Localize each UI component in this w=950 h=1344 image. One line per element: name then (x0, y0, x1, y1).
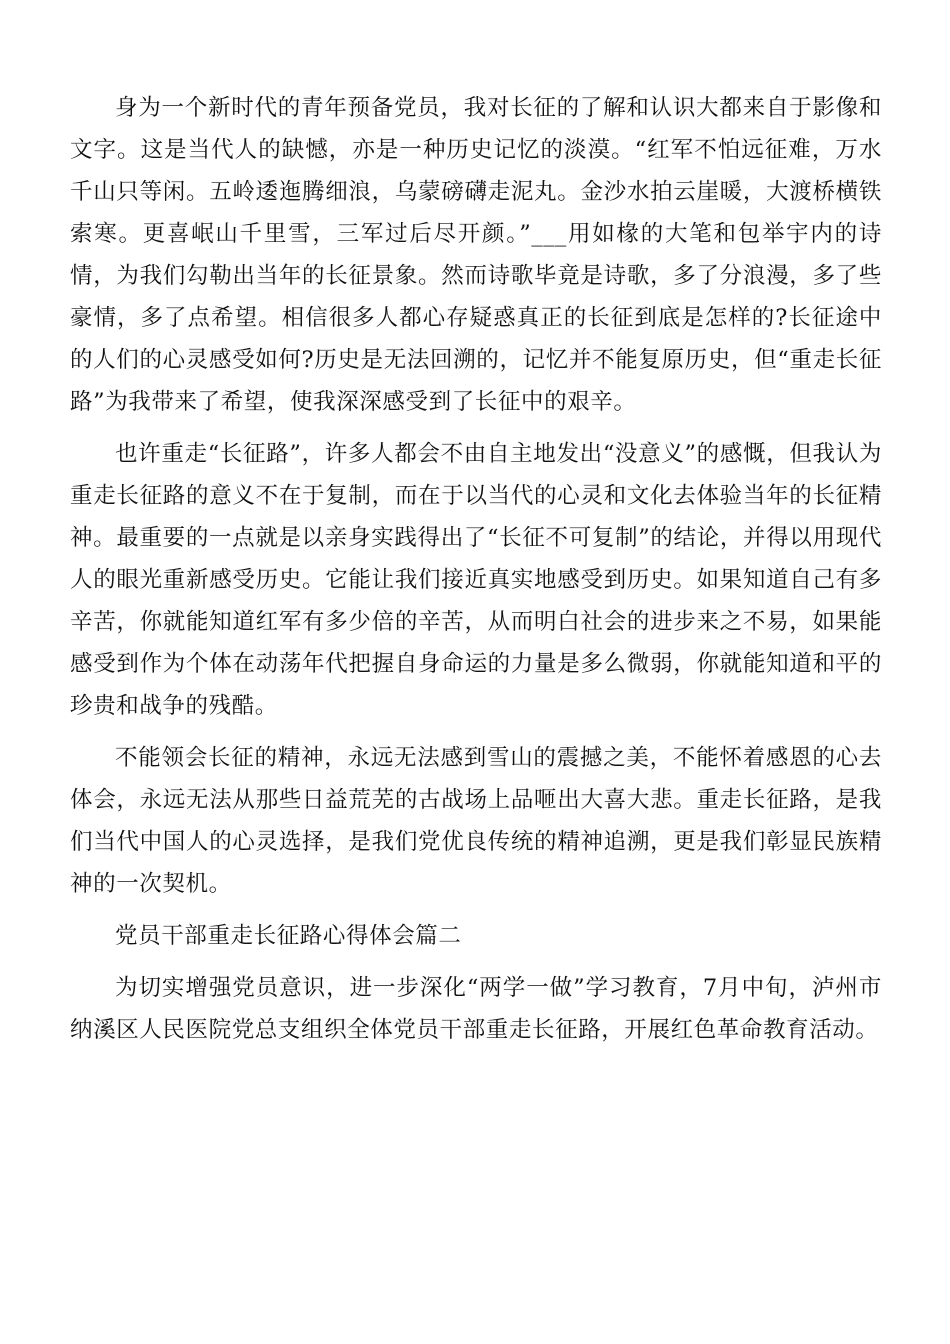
paragraph-2: 也许重走“长征路”，许多人都会不由自主地发出“没意义”的感慨，但我认为重走长征路的意义不在于复制，而在于以当代的心灵和文化去体验当年的长征精神。最重要的一点就是以亲身实践得出了“长征不可复制”的结论，并得以用现代人的眼光重新感受历史。它能让我们接近真实地感受到历史。如果知道自己有多辛苦，你就能知道红军有多少倍的辛苦，从而明白社会的进步来之不易，如果能感受到作为个体在动荡年代把握自身命运的力量是多么微弱，你就能知道和平的珍贵和战争的残酷。 (70, 441, 882, 719)
document-body (70, 87, 882, 1061)
section-heading: 党员干部重走长征路心得体会篇二 (115, 923, 462, 949)
paragraph-1: 身为一个新时代的青年预备党员，我对长征的了解和认识大都来自于影像和文字。这是当代人的缺憾，亦是一种历史记忆的淡漠。“红军不怕远征难，万水千山只等闲。五岭逶迤腾细浪，乌蒙磅礴走泥丸。金沙水拍云崖暖，大渡桥横铁索寒。更喜岷山千里雪，三军过后尽开颜。”___用如椽的大笔和包举宇内的诗情，为我们勾勒出当年的长征景象。然而诗歌毕竟是诗歌，多了分浪漫，多了些豪情，多了点希望。相信很多人都心存疑惑真正的长征到底是怎样的?长征途中的人们的心灵感受如何?历史是无法回溯的，记忆并不能复原历史，但“重走长征路”为我带来了希望，使我深深感受到了长征中的艰辛。 (70, 95, 882, 415)
paragraph-3: 不能领会长征的精神，永远无法感到雪山的震撼之美，不能怀着感恩的心去体会，永远无法从那些日益荒芜的古战场上品咂出大喜大悲。重走长征路，是我们当代中国人的心灵选择，是我们党优良传统的精神追溯，更是我们彰显民族精神的一次契机。 (70, 745, 882, 897)
paragraph-4: 为切实增强党员意识，进一步深化“两学一做”学习教育，7月中旬，泸州市纳溪区人民医院党总支组织全体党员干部重走长征路，开展红色革命教育活动。 (70, 975, 882, 1043)
